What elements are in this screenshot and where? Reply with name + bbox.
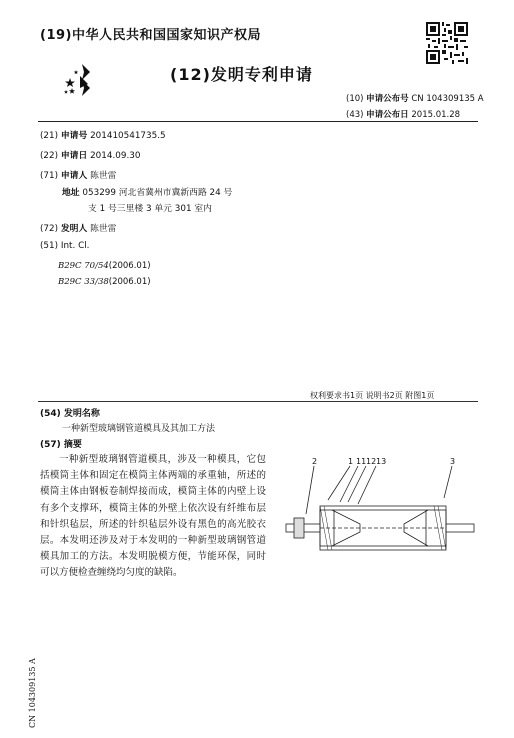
figure-reference-label: 3 <box>450 457 456 466</box>
publication-date-value: 2015.01.28 <box>411 110 461 120</box>
invention-title-code: (54) <box>40 409 61 419</box>
cnipa-emblem-icon <box>60 58 104 102</box>
figure-reference-label: 11 <box>356 457 367 466</box>
publication-date-row <box>346 108 460 120</box>
inventor-code: (72) <box>40 224 59 234</box>
figure-reference-label: 1 <box>348 457 354 466</box>
ipc-date: (2006.01) <box>108 261 151 271</box>
figure-reference-label: 2 <box>312 457 318 466</box>
abstract-code: (57) <box>40 440 61 450</box>
application-number-row <box>40 128 166 141</box>
address-line-1: 053299 河北省冀州市冀新西路 24 号 <box>82 188 233 198</box>
application-date-row <box>40 148 140 161</box>
ipc-date: (2006.01) <box>108 277 151 287</box>
abstract-divider <box>38 401 478 402</box>
intcl-row <box>40 241 89 251</box>
ipc-entry <box>58 277 151 287</box>
invention-title-label: 发明名称 <box>63 409 100 419</box>
inventor-value: 陈世雷 <box>90 224 117 234</box>
qr-code-icon <box>426 22 468 64</box>
publication-date-code: (43) <box>346 110 364 120</box>
application-number-label: 申请号 <box>60 131 88 141</box>
abstract-text: 一种新型玻璃钢管道模具，涉及一种模具，它包括模筒主体和固定在模筒主体两端的承重轴，所述的模筒主体由钢板卷制焊接而成，模筒主体的内壁上设有多个支撑环，模筒主体的外壁上依次设有纤维布层和针织毡层，所述的针织毡层外设有黑色的高光胶衣层。本发明还涉及对于本发明的一种新型玻璃钢管道模具加工的方法。本发明脱模方便，节能环保，同时可以方便检查缠绕均匀度的缺陷。 <box>40 454 266 579</box>
application-date-value: 2014.09.30 <box>90 151 141 161</box>
address-label: 地址 <box>62 188 80 198</box>
intcl-code: (51) <box>40 241 59 251</box>
page-count-info: 权利要求书1页 说明书2页 附图1页 <box>310 391 435 400</box>
side-publication-number: CN 104309135 A <box>28 658 37 728</box>
publication-number-code: (10) <box>346 94 364 104</box>
application-number-value: 201410541735.5 <box>90 131 166 141</box>
applicant-row <box>40 168 116 181</box>
intcl-label: Int. Cl. <box>60 241 90 251</box>
office-name: (19)中华人民共和国国家知识产权局 <box>40 28 261 43</box>
inventor-label: 发明人 <box>60 224 88 234</box>
publication-date-label: 申请公布日 <box>366 110 409 120</box>
document-type-title: (12)发明专利申请 <box>170 65 313 84</box>
header-divider <box>38 121 478 122</box>
invention-title: 一种新型玻璃钢管道模具及其加工方法 <box>62 424 216 434</box>
applicant-label: 申请人 <box>60 171 88 181</box>
application-date-label: 申请日 <box>60 151 88 161</box>
address-row <box>62 185 232 198</box>
ipc-class: B29C 70/54 <box>58 261 109 271</box>
publication-number-value: CN 104309135 A <box>411 94 484 104</box>
publication-number-row <box>346 92 484 104</box>
ipc-entry <box>58 261 151 271</box>
applicant-code: (71) <box>40 171 59 181</box>
invention-title-heading <box>40 406 100 419</box>
abstract-label: 摘要 <box>63 440 82 450</box>
application-number-code: (21) <box>40 131 59 141</box>
ipc-class: B29C 33/38 <box>58 277 109 287</box>
publication-number-label: 申请公布号 <box>366 94 409 104</box>
address-line-2: 支 1 号三里楼 3 单元 301 室内 <box>88 204 212 214</box>
inventor-row <box>40 221 116 234</box>
applicant-value: 陈世雷 <box>90 171 117 181</box>
abstract-heading <box>40 437 82 450</box>
figure-reference-label: 13 <box>376 457 387 466</box>
mold-drawing <box>276 456 476 560</box>
application-date-code: (22) <box>40 151 59 161</box>
figure-reference-label: 12 <box>366 457 377 466</box>
